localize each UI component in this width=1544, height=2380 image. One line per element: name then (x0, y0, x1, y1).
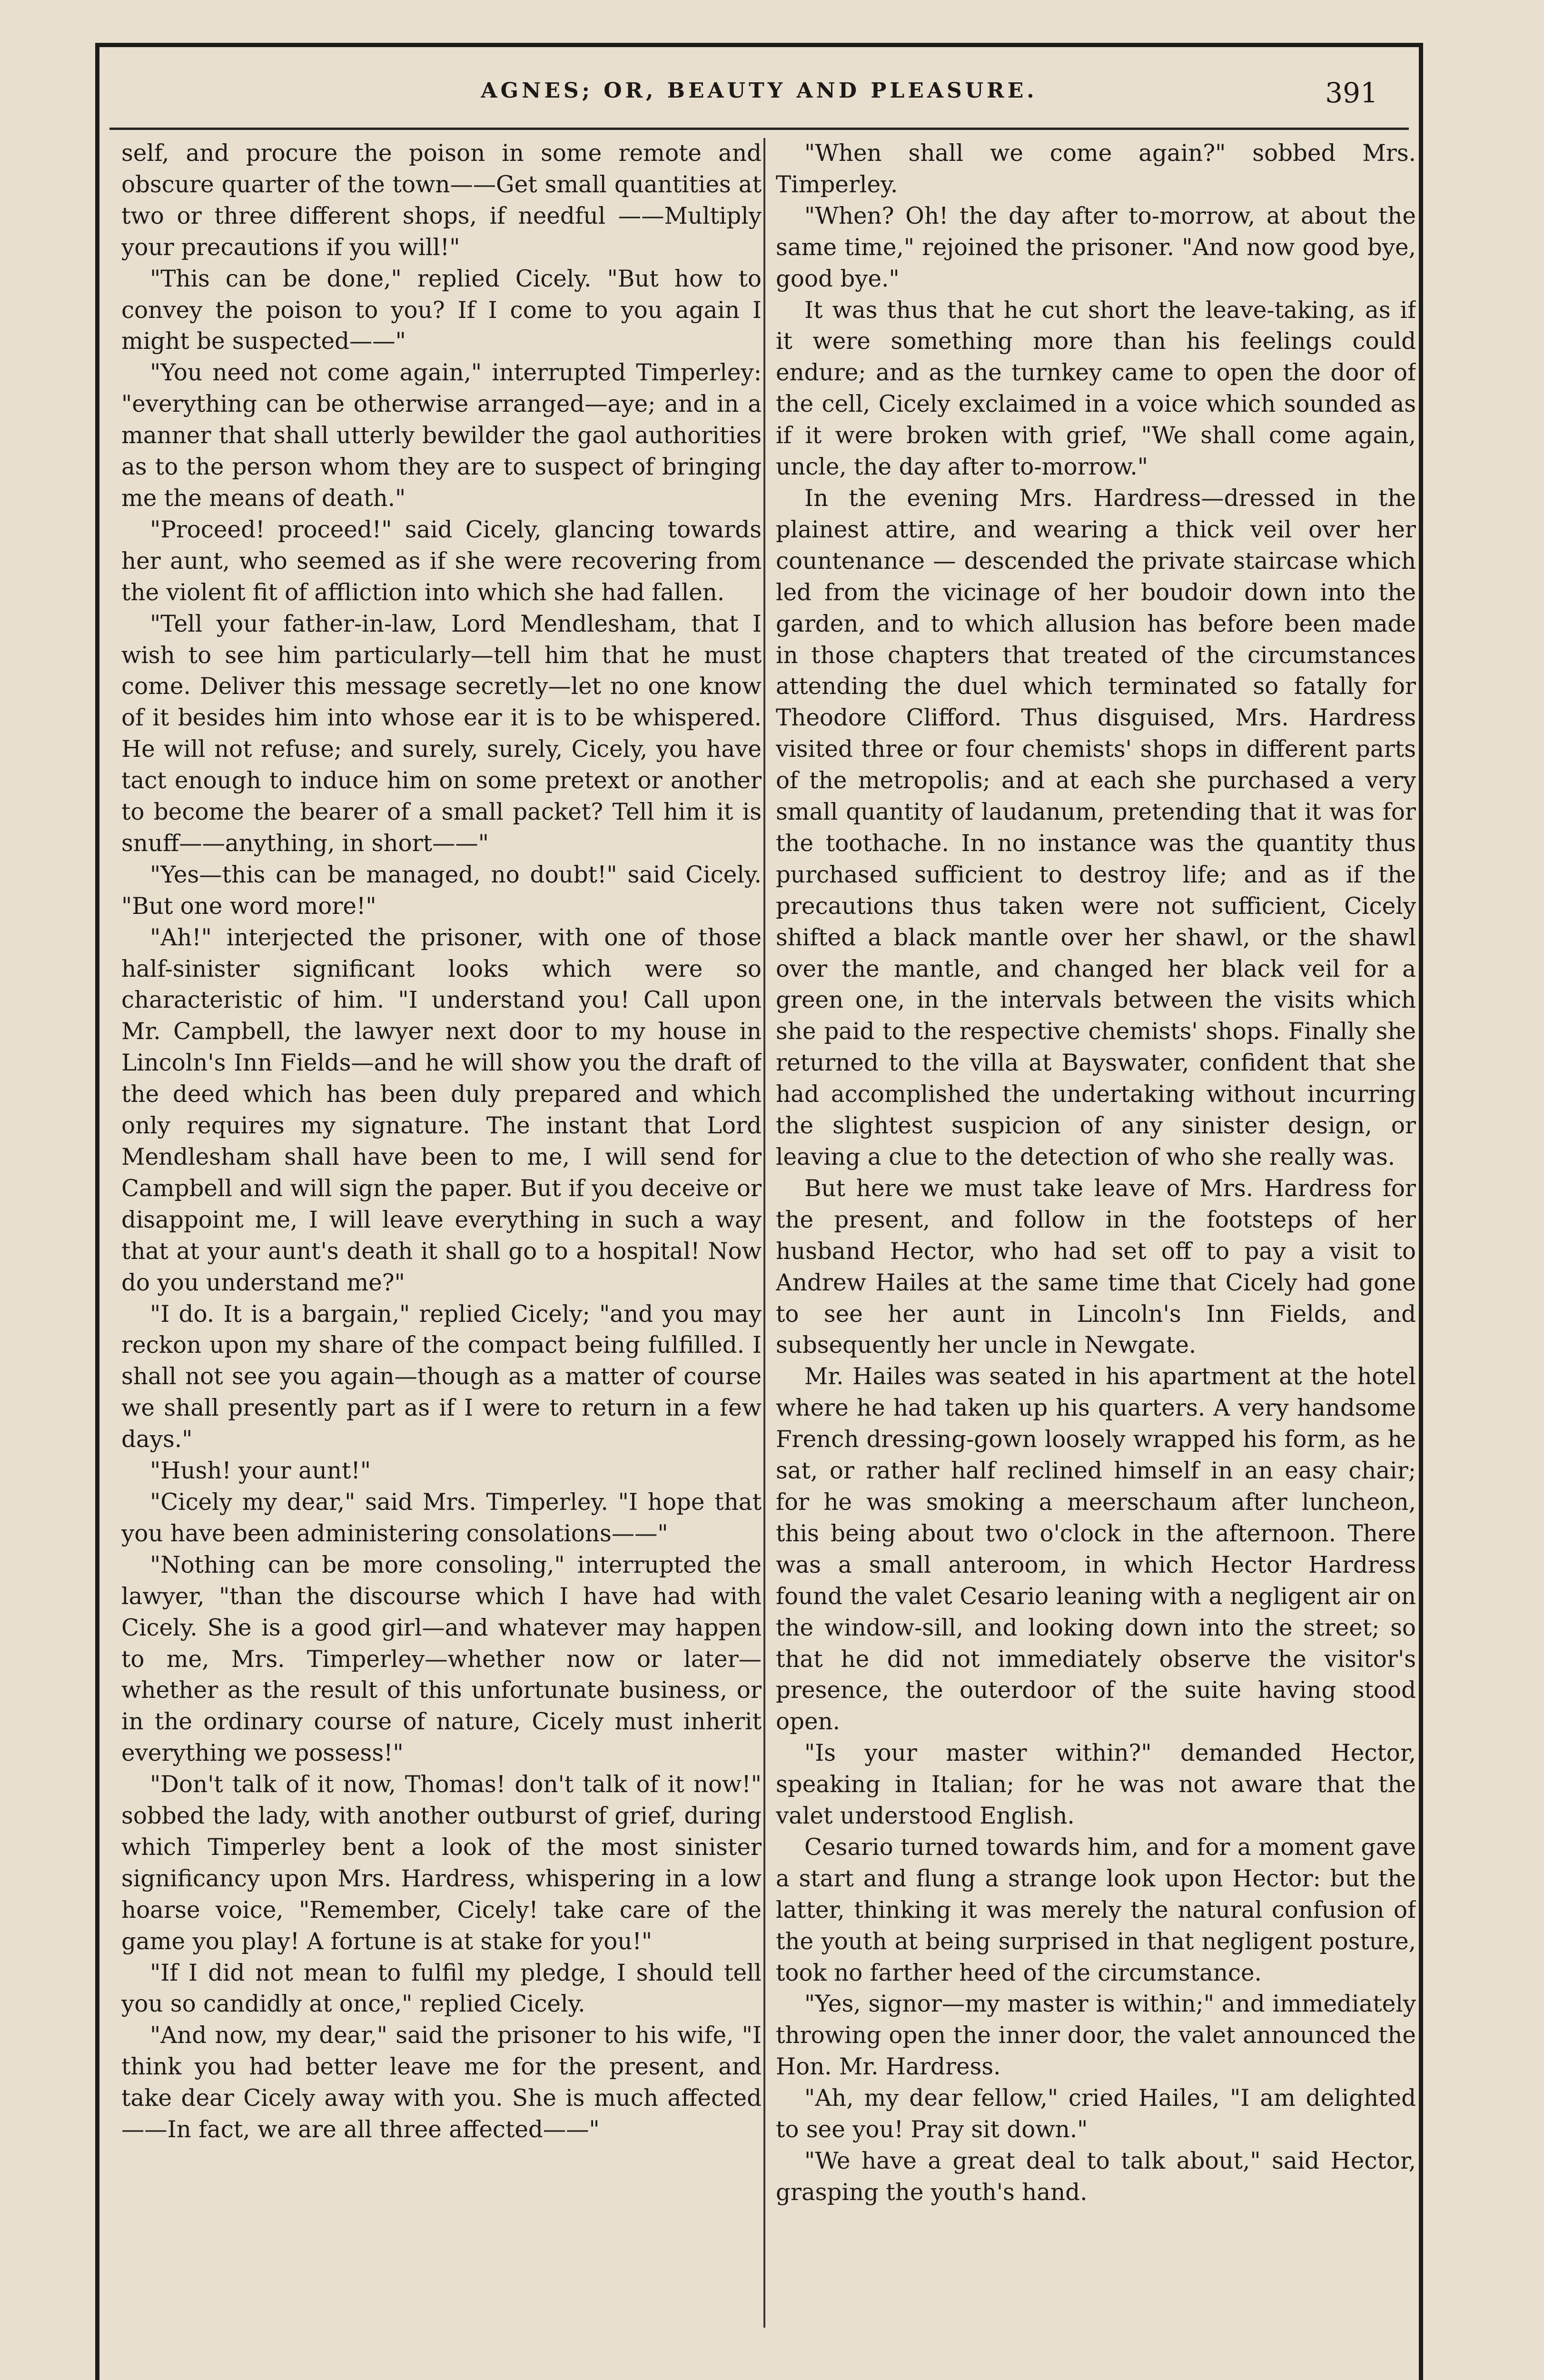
paragraph: "Cicely my dear," said Mrs. Timperley. "I hope that you have been administering consolations——" (121, 1488, 762, 1547)
paragraph: "We have a great deal to talk about," said Hector, grasping the youth's hand. (776, 2148, 1416, 2206)
paragraph: "Ah!" interjected the prisoner, with one of those half-sinister significant looks which were so characteristic of him. "I understand you! Call upon Mr. Campbell, the lawyer next door to my house in Lincoln's Inn Fields—and he will show you the draft of the deed which has been duly prepared and which only requires my signature. The instant that Lord Mendlesham shall have been to me, I will send for Campbell and will sign the paper. But if you deceive or disappoint me, I will leave everything in such a way that at your aunt's death it shall go to a hospital! Now do you understand me?" (121, 924, 762, 1296)
column-divider (763, 138, 765, 2328)
paragraph: "This can be done," replied Cicely. "But how to convey the poison to you? If I come to you again I might be suspected——" (121, 265, 762, 355)
paragraph: "Is your master within?" demanded Hector, speaking in Italian; for he was not aware that the valet understood English. (776, 1740, 1416, 1830)
paragraph: "Proceed! proceed!" said Cicely, glancing towards her aunt, who seemed as if she were recovering from the violent fit of affliction into which she had fallen. (121, 516, 762, 606)
paragraph: "If I did not mean to fulfil my pledge, I should tell you so candidly at once," replied Cicely. (121, 1959, 762, 2018)
left-column (121, 138, 762, 2337)
paragraph: "You need not come again," interrupted Timperley: "everything can be otherwise arranged—aye; and in a manner that shall utterly bewilder the gaol authorities as to the person whom they are to suspect of bringing me the means of death." (121, 359, 762, 512)
page-number: 391 (1325, 77, 1378, 109)
paragraph: But here we must take leave of Mrs. Hardress for the present, and follow in the footsteps of her husband Hector, who had set off to pay a visit to Andrew Hailes at the same time that Cicely had gone to see her aunt in Lincoln's Inn Fields, and subsequently her uncle in Newgate. (776, 1175, 1416, 1359)
paragraph: Mr. Hailes was seated in his apartment at the hotel where he had taken up his quarters. A very handsome French dressing-gown loosely wrapped his form, as he sat, or rather half reclined himself in an easy chair; for he was smoking a meerschaum after luncheon, this being about two o'clock in the afternoon. There was a small anteroom, in which Hector Hardress found the valet Cesario leaning with a negligent air on the window-sill, and looking down into the street; so that he did not immediately observe the visitor's presence, the outerdoor of the suite having stood open. (776, 1363, 1416, 1735)
header-rule (109, 128, 1409, 130)
running-head (95, 79, 1423, 121)
paragraph: "Yes, signor—my master is within;" and immediately throwing open the inner door, the valet announced the Hon. Mr. Hardress. (776, 1991, 1416, 2081)
right-column (776, 138, 1416, 2337)
paragraph: "When? Oh! the day after to-morrow, at about the same time," rejoined the prisoner. "And now good bye, good bye." (776, 202, 1416, 292)
paragraph: It was thus that he cut short the leave-taking, as if it were something more than his feelings could endure; and as the turnkey came to open the door of the cell, Cicely exclaimed in a voice which sounded as if it were broken with grief, "We shall come again, uncle, the day after to-morrow." (776, 297, 1416, 481)
paragraph: "Nothing can be more consoling," interrupted the lawyer, "than the discourse which I have had with Cicely. She is a good girl—and whatever may happen to me, Mrs. Timperley—whether now or later—whether as the result of this unfortunate business, or in the ordinary course of nature, Cicely must inherit everything we possess!" (121, 1551, 762, 1767)
paragraph: self, and procure the poison in some remote and obscure quarter of the town——Get small quantities at two or three different shops, if needful ——Multiply your precautions if you will!" (121, 140, 762, 261)
paragraph: In the evening Mrs. Hardress—dressed in the plainest attire, and wearing a thick veil over her countenance — descended the private staircase which led from the vicinage of her boudoir down into the garden, and to which allusion has before been made in those chapters that treated of the circumstances attending the duel which terminated so fatally for Theodore Clifford. Thus disguised, Mrs. Hardress visited three or four chemists' shops in different parts of the metropolis; and at each she purchased a very small quantity of laudanum, pretending that it was for the toothache. In no instance was the quantity thus purchased sufficient to destroy life; and as if the precautions thus taken were not sufficient, Cicely shifted a black mantle over her shawl, or the shawl over the mantle, and changed her black veil for a green one, in the intervals between the visits which she paid to the respective chemists' shops. Finally she returned to the villa at Bayswater, confident that she had accomplished the undertaking without incurring the slightest suspicion of any sinister design, or leaving a clue to the detection of who she really was. (776, 485, 1416, 1170)
running-title: AGNES; OR, BEAUTY AND PLEASURE. (481, 79, 1038, 103)
paragraph: "Ah, my dear fellow," cried Hailes, "I am delighted to see you! Pray sit down." (776, 2085, 1416, 2143)
paragraph: "Don't talk of it now, Thomas! don't talk of it now!" sobbed the lady, with another outburst of grief, during which Timperley bent a look of the most sinister significancy upon Mrs. Hardress, whispering in a low hoarse voice, "Remember, Cicely! take care of the game you play! A fortune is at stake for you!" (121, 1771, 762, 1955)
paragraph: "Tell your father-in-law, Lord Mendlesham, that I wish to see him particularly—tell him that he must come. Deliver this message secretly—let no one know of it besides him into whose ear it is to be whispered. He will not refuse; and surely, surely, Cicely, you have tact enough to induce him on some pretext or another to become the bearer of a small packet? Tell him it is snuff——anything, in short——" (121, 610, 762, 857)
paragraph: "When shall we come again?" sobbed Mrs. Timperley. (776, 140, 1416, 198)
paragraph: "Yes—this can be managed, no doubt!" said Cicely. "But one word more!" (121, 861, 762, 920)
paragraph: "I do. It is a bargain," replied Cicely; "and you may reckon upon my share of the compact being fulfilled. I shall not see you again—though as a matter of course we shall presently part as if I were to return in a few days." (121, 1300, 762, 1453)
paragraph: "Hush! your aunt!" (150, 1458, 371, 1485)
paragraph: Cesario turned towards him, and for a moment gave a start and flung a strange look upon Hector: but the latter, thinking it was merely the natural confusion of the youth at being surprised in that negligent posture, took no farther heed of the circumstance. (776, 1834, 1416, 1986)
paragraph: "And now, my dear," said the prisoner to his wife, "I think you had better leave me for the present, and take dear Cicely away with you. She is much affected——In fact, we are all three affected——" (121, 2022, 762, 2143)
